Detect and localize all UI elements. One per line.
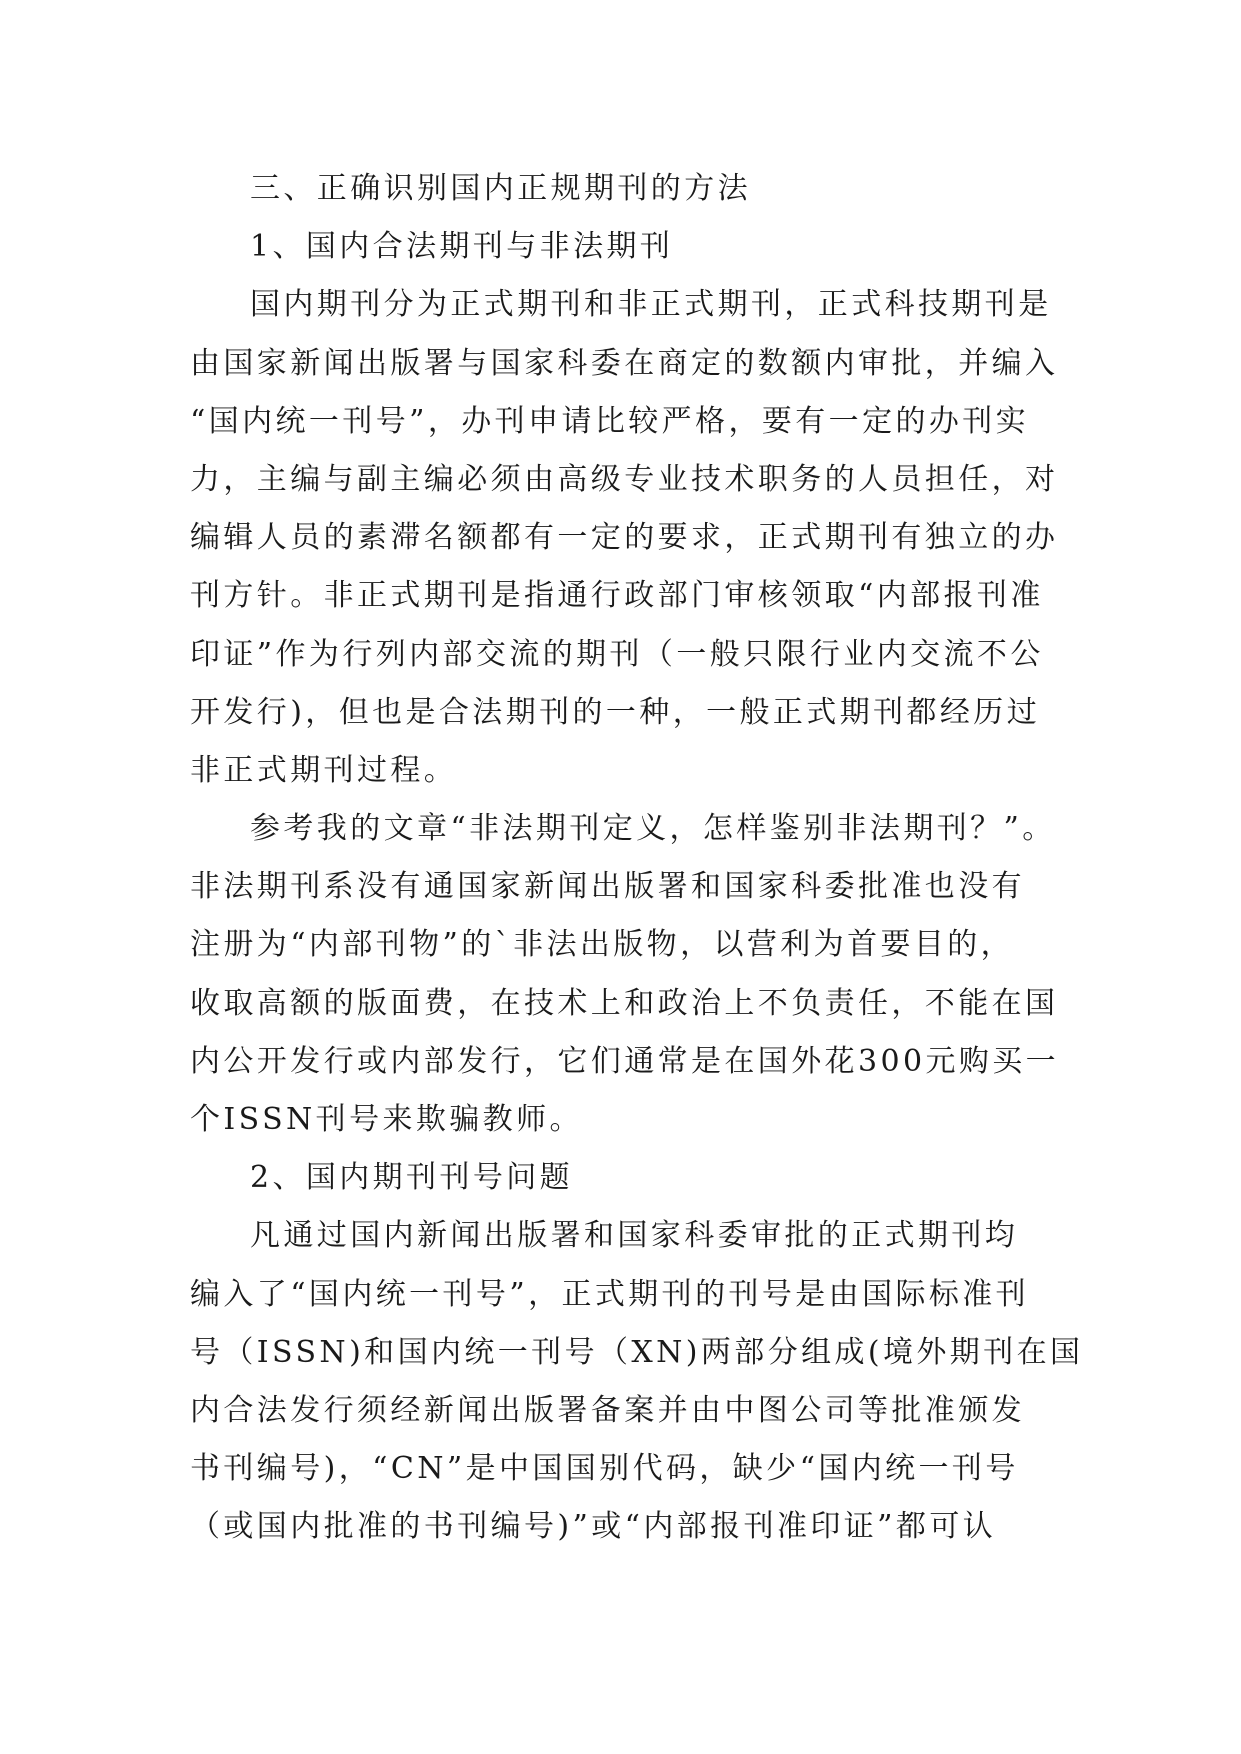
text-line: 个ISSN刊号来欺骗教师。 (190, 1102, 583, 1137)
text-line: 凡通过国内新闻出版署和国家科委审批的正式期刊均 (250, 1218, 1019, 1254)
text-line: 开发行)，但也是合法期刊的一种，一般正式期刊都经历过 (190, 694, 1041, 730)
text-line: 编入了“国内统一刊号”，正式期刊的刊号是由国际标准刊 (190, 1276, 1030, 1312)
text-line: 注册为“内部刊物”的`非法出版物，以营利为首要目的， (190, 927, 1015, 963)
text-line: 号（ISSN)和国内统一刊号（XN)两部分组成(境外期刊在国 (190, 1334, 1084, 1370)
text-line: 内合法发行须经新闻出版署备案并由中图公司等批准颁发 (190, 1392, 1025, 1428)
text-line: 非法期刊系没有通国家新闻出版署和国家科委批准也没有 (190, 869, 1025, 905)
text-line: “国内统一刊号”，办刊申请比较严格，要有一定的办刊实 (190, 403, 1030, 439)
text-line: 三、正确识别国内正规期刊的方法 (250, 171, 751, 206)
text-line: 力，主编与副主编必须由高级专业技术职务的人员担任，对 (190, 461, 1059, 497)
document-body (190, 160, 1084, 1557)
text-line: 书刊编号)，“CN”是中国国别代码，缺少“国内统一刊号 (190, 1451, 1019, 1487)
text-line: 印证”作为行列内部交流的期刊（一般只限行业内交流不公 (190, 636, 1044, 672)
text-line: 内公开发行或内部发行，它们通常是在国外花300元购买一 (190, 1043, 1060, 1079)
text-line: 非正式期刊过程。 (190, 752, 458, 788)
text-line: 编辑人员的素滞名额都有一定的要求，正式期刊有独立的办 (190, 520, 1059, 556)
text-line: 2、国内期刊刊号问题 (250, 1160, 574, 1196)
text-line: 参考我的文章“非法期刊定义，怎样鉴别非法期刊？”。 (250, 811, 1056, 847)
text-line: 刊方针。非正式期刊是指通行政部门审核领取“内部报刊准 (190, 578, 1044, 614)
text-line: （或国内批准的书刊编号)”或“内部报刊准印证”都可认 (190, 1509, 997, 1545)
text-line: 由国家新闻出版署与国家科委在商定的数额内审批，并编入 (190, 345, 1059, 381)
text-line: 1、国内合法期刊与非法期刊 (250, 229, 674, 265)
text-line: 收取高额的版面费，在技术上和政治上不负责任，不能在国 (190, 985, 1059, 1021)
text-line: 国内期刊分为正式期刊和非正式期刊，正式科技期刊是 (250, 287, 1052, 323)
